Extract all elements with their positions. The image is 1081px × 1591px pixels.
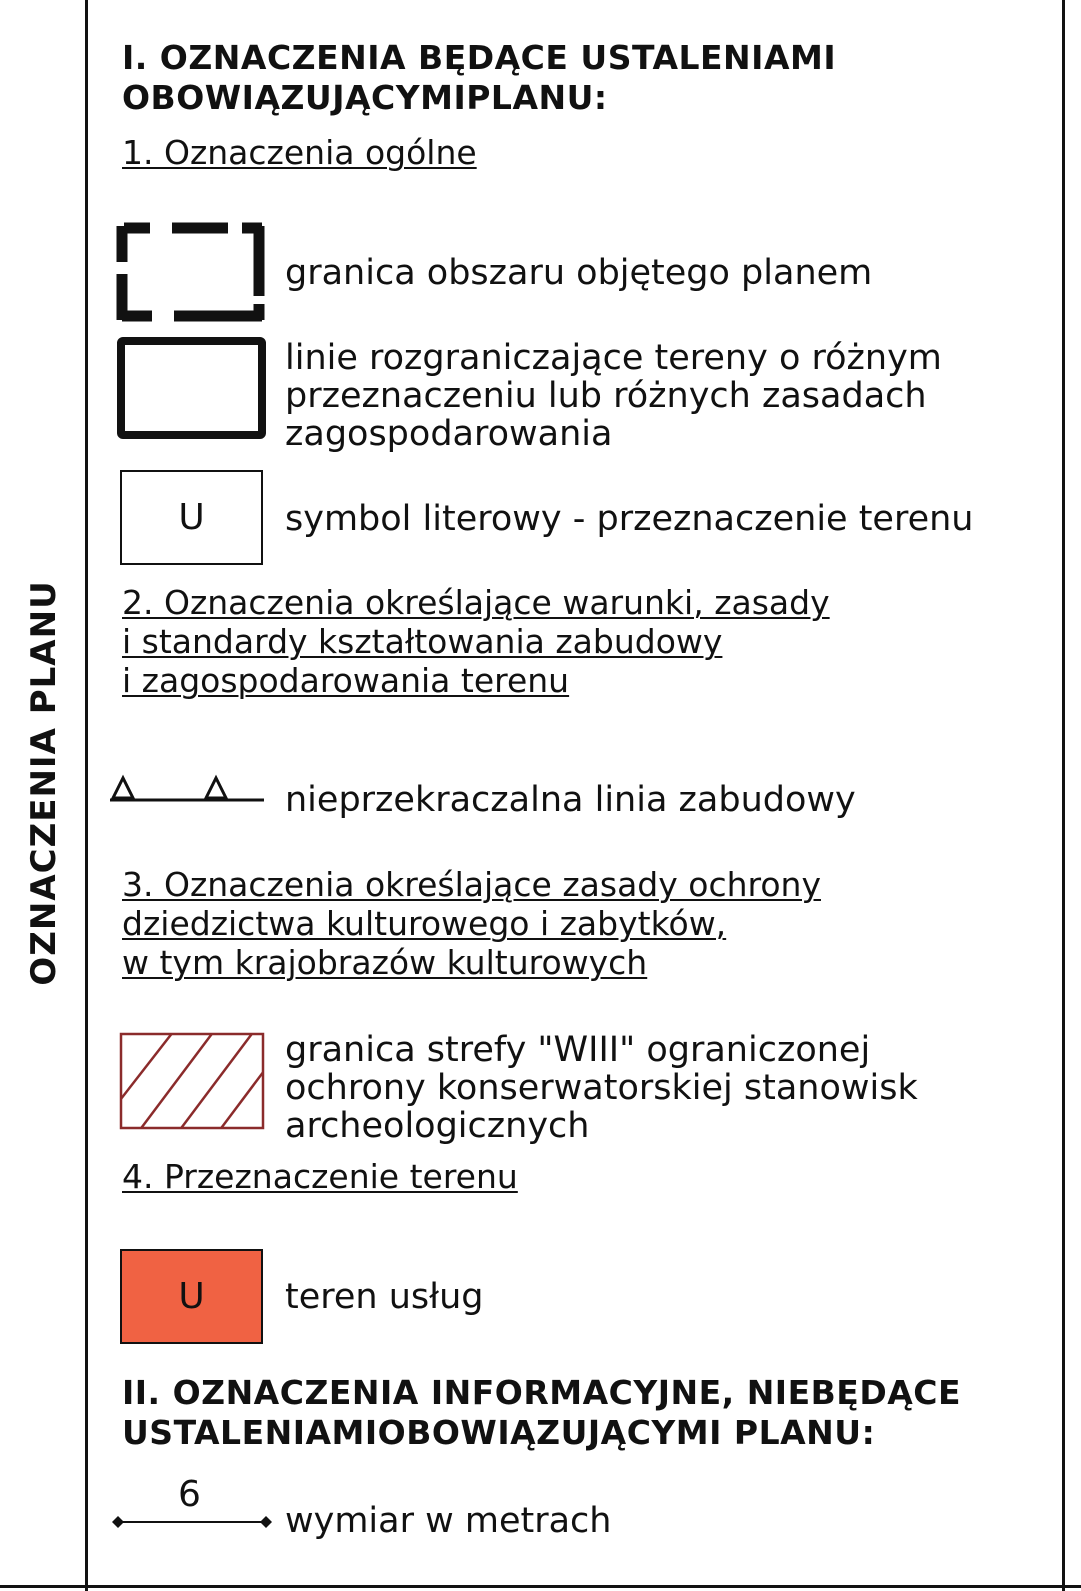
demarcation-lines-icon: [117, 337, 266, 439]
section2-title-line: USTALENIAMIOBOWIĄZUJĄCYMI PLANU:: [122, 1413, 876, 1452]
building-line-icon: [108, 772, 268, 808]
desc-line: archeologicznych: [285, 1106, 590, 1146]
subsection1-title: 1. Oznaczenia ogólne: [122, 133, 477, 172]
desc-line: ochrony konserwatorskiej stanowisk: [285, 1068, 918, 1108]
desc-line: przeznaczeniu lub różnych zasadach: [285, 376, 927, 416]
frame-left-line: [85, 0, 88, 1591]
plan-boundary-desc: granica obszaru objętego planem: [285, 253, 873, 293]
letter-symbol-desc: symbol literowy - przeznaczenie terenu: [285, 499, 974, 539]
hatched-zone-icon: [120, 1033, 264, 1129]
frame-right-line: [1062, 0, 1065, 1591]
subsection-line: w tym krajobrazów kulturowych: [122, 943, 648, 982]
demarcation-lines-desc: [285, 339, 942, 453]
frame-bottom-line: [0, 1585, 1081, 1588]
subsection-line: 2. Oznaczenia określające warunki, zasady: [122, 583, 830, 622]
subsection-line: i zagospodarowania terenu: [122, 661, 570, 700]
subsection-line: 3. Oznaczenia określające zasady ochrony: [122, 865, 821, 904]
side-title: OZNACZENIA PLANU: [24, 580, 64, 986]
desc-line: zagospodarowania: [285, 414, 613, 454]
section1-title-line: OBOWIĄZUJĄCYMIPLANU:: [122, 78, 608, 117]
hatched-zone-desc: [285, 1031, 918, 1145]
section2-title-line: II. OZNACZENIA INFORMACYJNE, NIEBĘDĄCE: [122, 1373, 962, 1412]
section1-title-line: I. OZNACZENIA BĘDĄCE USTALENIAMI: [122, 38, 837, 77]
section2-title: [122, 1373, 961, 1453]
subsection2-title: [122, 583, 830, 700]
subsection-line: dziedzictwa kulturowego i zabytków,: [122, 904, 727, 943]
desc-line: linie rozgraniczające tereny o różnym: [285, 338, 942, 378]
services-area-icon: [120, 1249, 263, 1344]
services-area-desc: teren usług: [285, 1277, 484, 1317]
building-line-desc: nieprzekraczalna linia zabudowy: [285, 780, 856, 820]
section1-title: [122, 38, 836, 118]
subsection4-title: 4. Przeznaczenie terenu: [122, 1157, 518, 1196]
dimension-value: 6: [178, 1474, 201, 1515]
plan-boundary-icon: [116, 220, 266, 324]
subsection3-title: [122, 865, 821, 982]
services-symbol-text: U: [178, 1276, 205, 1317]
letter-symbol-text: U: [178, 497, 205, 538]
desc-line: granica strefy "WIII" ograniczonej: [285, 1030, 871, 1070]
subsection-line: i standardy kształtowania zabudowy: [122, 622, 723, 661]
dimension-desc: wymiar w metrach: [285, 1501, 612, 1541]
letter-symbol-icon: [120, 470, 263, 565]
